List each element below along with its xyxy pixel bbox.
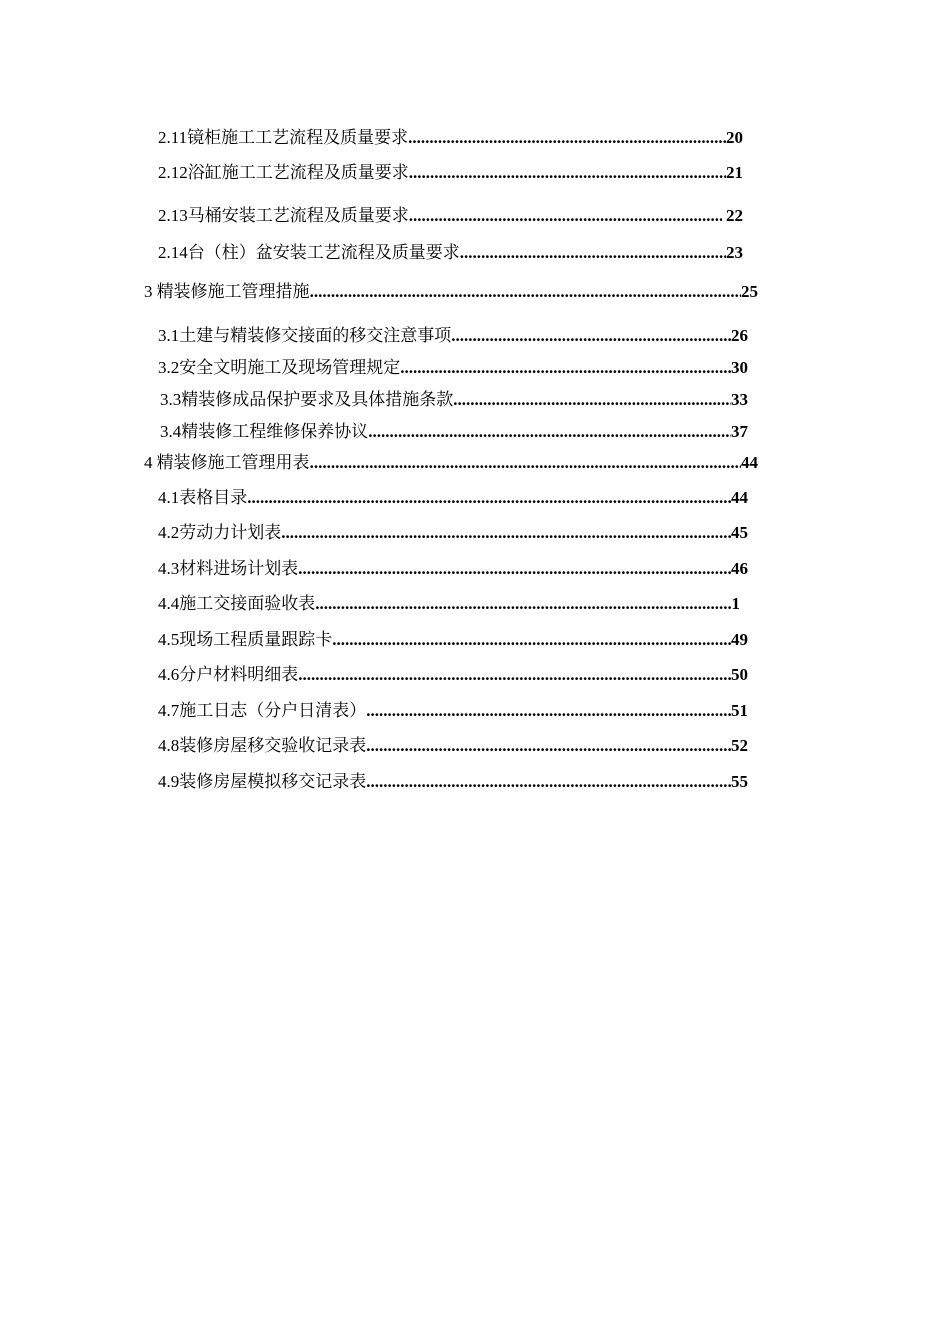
- toc-dot-leader: [409, 205, 722, 227]
- toc-entry-number: 3.1: [158, 326, 180, 345]
- toc-entry-4-6[interactable]: [158, 664, 748, 686]
- toc-entry-page-number: 22: [721, 206, 743, 225]
- toc-dot-leader: [298, 558, 731, 580]
- toc-entry-4-4[interactable]: [158, 593, 740, 615]
- toc-entry-page-number: 49: [731, 630, 748, 649]
- toc-entry-page-number: 46: [731, 559, 748, 578]
- toc-entry-page-number: 55: [731, 772, 748, 791]
- toc-entry-3-1[interactable]: [158, 325, 748, 347]
- toc-entry-title: 浴缸施工工艺流程及质量要求: [187, 163, 409, 183]
- toc-entry-page-number: 44: [731, 488, 748, 507]
- toc-dot-leader: [281, 522, 731, 544]
- toc-entry-4-3[interactable]: [158, 558, 748, 580]
- toc-entry-title: 镜柜施工工艺流程及质量要求: [187, 128, 409, 148]
- toc-entry-title: 施工日志（分户日清表）: [179, 701, 367, 721]
- toc-entry-4-2[interactable]: [158, 522, 748, 544]
- toc-entry-page-number: 1: [731, 594, 740, 613]
- toc-entry-page-number: 30: [731, 358, 748, 377]
- toc-entry-number: 3.3: [160, 390, 182, 409]
- toc-entry-title: 装修房屋移交验收记录表: [179, 736, 367, 756]
- toc-entry-number: 4.2: [158, 523, 180, 542]
- toc-entry-number: 4.4: [158, 594, 180, 613]
- toc-entry-title: 劳动力计划表: [179, 523, 282, 543]
- toc-entry-3[interactable]: [144, 281, 758, 303]
- toc-dot-leader: [400, 357, 731, 379]
- toc-entry-title: 精装修施工管理措施: [156, 282, 310, 302]
- toc-entry-3-2[interactable]: [158, 357, 748, 379]
- toc-entry-page-number: 45: [731, 523, 748, 542]
- toc-entry-title: 现场工程质量跟踪卡: [179, 630, 333, 650]
- toc-dot-leader: [460, 242, 726, 264]
- toc-entry-page-number: 25: [741, 282, 758, 301]
- toc-dot-leader: [453, 389, 731, 411]
- toc-entry-page-number: 44: [741, 453, 758, 472]
- toc-entry-page-number: 26: [731, 326, 748, 345]
- toc-entry-2-11[interactable]: [158, 127, 743, 149]
- toc-dot-leader: [315, 593, 731, 615]
- toc-entry-3-3[interactable]: [160, 389, 748, 411]
- toc-entry-title: 精装修工程维修保养协议: [181, 422, 369, 442]
- toc-entry-title: 材料进场计划表: [179, 559, 299, 579]
- toc-entry-page-number: 33: [731, 390, 748, 409]
- toc-entry-number: 4.9: [158, 772, 180, 791]
- toc-dot-leader: [366, 735, 731, 757]
- toc-entry-number: 4: [144, 453, 153, 472]
- toc-entry-page-number: 52: [731, 736, 748, 755]
- toc-entry-2-13[interactable]: [158, 205, 743, 227]
- toc-entry-title: 台（柱）盆安装工艺流程及质量要求: [187, 243, 460, 263]
- toc-entry-number: 4.1: [158, 488, 180, 507]
- toc-entry-title: 马桶安装工艺流程及质量要求: [187, 206, 409, 226]
- toc-entry-4-9[interactable]: [158, 771, 748, 793]
- toc-entry-3-4[interactable]: [160, 421, 748, 443]
- toc-entry-title: 表格目录: [179, 488, 248, 508]
- toc-entry-number: 4.5: [158, 630, 180, 649]
- toc-entry-number: 2.13: [158, 206, 188, 225]
- toc-entry-title: 精装修成品保护要求及具体措施条款: [181, 390, 454, 410]
- toc-dot-leader: [366, 771, 731, 793]
- toc-dot-leader: [247, 487, 731, 509]
- toc-entry-4-1[interactable]: [158, 487, 748, 509]
- toc-dot-leader: [298, 664, 731, 686]
- toc-entry-4-5[interactable]: [158, 629, 748, 651]
- toc-entry-4[interactable]: [144, 452, 758, 474]
- toc-entry-4-8[interactable]: [158, 735, 748, 757]
- toc-dot-leader: [366, 700, 731, 722]
- toc-entry-2-14[interactable]: [158, 242, 743, 264]
- toc-entry-title: 施工交接面验收表: [179, 594, 316, 614]
- toc-entry-page-number: 50: [731, 665, 748, 684]
- toc-entry-title: 装修房屋模拟移交记录表: [179, 772, 367, 792]
- toc-entry-page-number: 21: [726, 163, 743, 182]
- toc-dot-leader: [408, 127, 726, 149]
- toc-entry-page-number: 51: [731, 701, 748, 720]
- toc-entry-title: 分户材料明细表: [179, 665, 299, 685]
- toc-entry-number: 2.11: [158, 128, 188, 147]
- toc-entry-page-number: 37: [731, 422, 748, 441]
- toc-dot-leader: [409, 162, 726, 184]
- toc-entry-2-12[interactable]: [158, 162, 743, 184]
- toc-dot-leader: [368, 421, 731, 443]
- toc-entry-title: 精装修施工管理用表: [156, 453, 310, 473]
- toc-entry-number: 4.3: [158, 559, 180, 578]
- toc-entry-4-7[interactable]: [158, 700, 748, 722]
- toc-entry-page-number: 20: [726, 128, 743, 147]
- toc-entry-title: 土建与精装修交接面的移交注意事项: [179, 326, 452, 346]
- toc-entry-number: 3: [144, 282, 153, 301]
- toc-entry-title: 安全文明施工及现场管理规定: [179, 358, 401, 378]
- toc-dot-leader: [332, 629, 731, 651]
- toc-entry-number: 4.6: [158, 665, 180, 684]
- toc-entry-number: 2.12: [158, 163, 188, 182]
- toc-entry-number: 3.4: [160, 422, 182, 441]
- toc-entry-number: 3.2: [158, 358, 180, 377]
- toc-entry-number: 4.7: [158, 701, 180, 720]
- toc-entry-number: 2.14: [158, 243, 188, 262]
- toc-dot-leader: [310, 452, 741, 474]
- toc-dot-leader: [451, 325, 731, 347]
- toc-entry-number: 4.8: [158, 736, 180, 755]
- toc-entry-page-number: 23: [726, 243, 743, 262]
- toc-dot-leader: [310, 281, 741, 303]
